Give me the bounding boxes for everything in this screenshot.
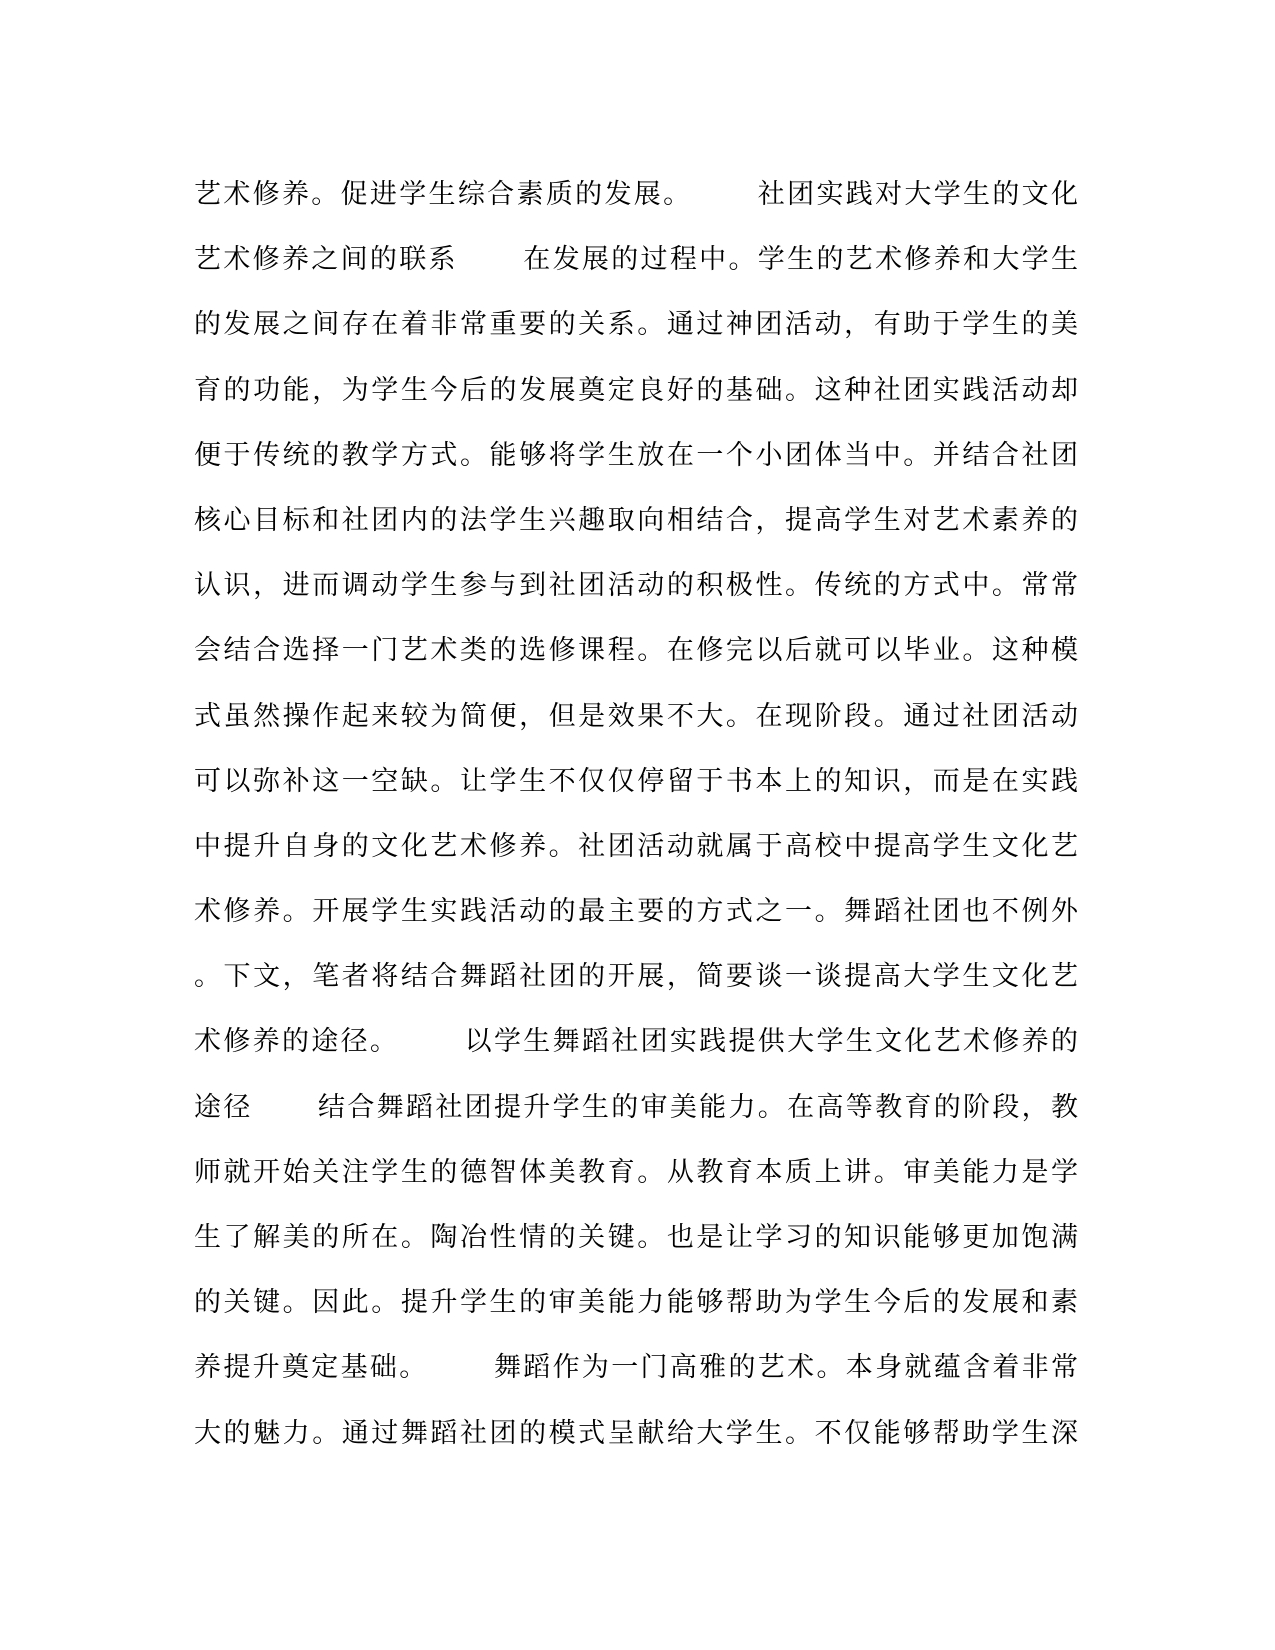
text-line: 育的功能，为学生今后的发展奠定良好的基础。这种社团实践活动却 — [194, 374, 1078, 406]
text-line: 术修养。开展学生实践活动的最主要的方式之一。舞蹈社团也不例外 — [194, 896, 1078, 928]
text-line: 。下文，笔者将结合舞蹈社团的开展，简要谈一谈提高大学生文化艺 — [194, 961, 1078, 993]
text-line: 可以弥补这一空缺。让学生不仅仅停留于书本上的知识，而是在实践 — [194, 765, 1078, 797]
text-line: 术修养的途径。 以学生舞蹈社团实践提供大学生文化艺术修养的 — [194, 1026, 1078, 1058]
text-line: 便于传统的教学方式。能够将学生放在一个小团体当中。并结合社团 — [194, 439, 1078, 471]
text-line: 大的魅力。通过舞蹈社团的模式呈献给大学生。不仅能够帮助学生深 — [194, 1417, 1078, 1449]
text-line: 的关键。因此。提升学生的审美能力能够帮助为学生今后的发展和素 — [194, 1287, 1078, 1319]
text-line: 式虽然操作起来较为简便，但是效果不大。在现阶段。通过社团活动 — [194, 700, 1078, 732]
text-line: 会结合选择一门艺术类的选修课程。在修完以后就可以毕业。这种模 — [194, 635, 1078, 667]
text-line: 生了解美的所在。陶冶性情的关键。也是让学习的知识能够更加饱满 — [194, 1222, 1078, 1253]
text-line: 途径 结合舞蹈社团提升学生的审美能力。在高等教育的阶段，教 — [194, 1091, 1078, 1123]
text-line: 认识，进而调动学生参与到社团活动的积极性。传统的方式中。常常 — [194, 570, 1078, 602]
text-line: 中提升自身的文化艺术修养。社团活动就属于高校中提高学生文化艺 — [194, 830, 1078, 862]
text-line: 核心目标和社团内的法学生兴趣取向相结合，提高学生对艺术素养的 — [194, 504, 1078, 536]
text-line: 艺术修养。促进学生综合素质的发展。 社团实践对大学生的文化 — [194, 179, 1078, 210]
text-line: 养提升奠定基础。 舞蹈作为一门高雅的艺术。本身就蕴含着非常 — [194, 1352, 1078, 1384]
body-text — [194, 162, 1078, 1466]
text-line: 的发展之间存在着非常重要的关系。通过神团活动，有助于学生的美 — [194, 309, 1078, 341]
text-line: 艺术修养之间的联系 在发展的过程中。学生的艺术修养和大学生 — [194, 244, 1078, 276]
text-line: 师就开始关注学生的德智体美教育。从教育本质上讲。审美能力是学 — [194, 1156, 1078, 1188]
